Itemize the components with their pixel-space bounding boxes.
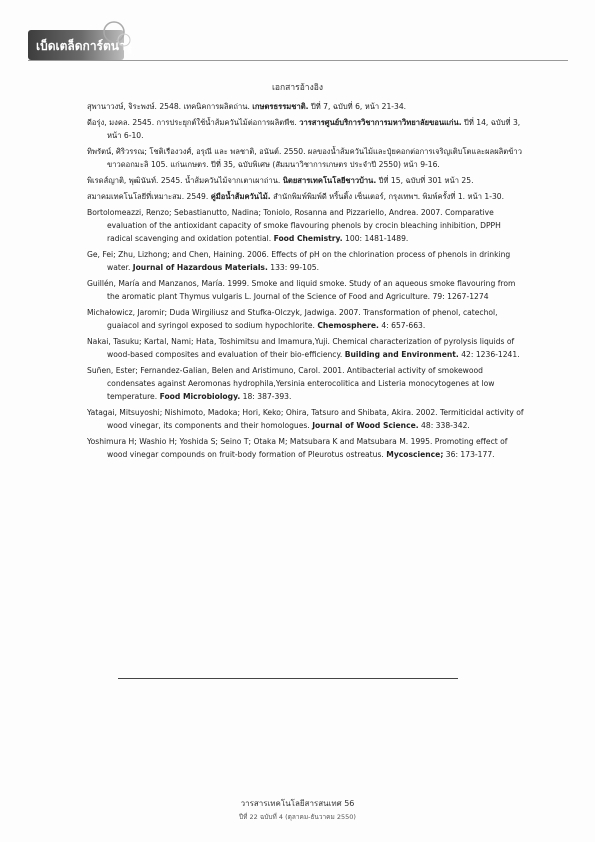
- reference-bold-text: Food Microbiology.: [159, 392, 241, 401]
- reference-pre-text: Ge, Fei; Zhu, Lizhong; and Chen, Haining. 2006. Effects of pH on the chlorination process of phenols in drinking water.: [87, 250, 511, 272]
- reference-pre-text: Yatagai, Mitsuyoshi; Nishimoto, Madoka; Hori, Keko; Ohira, Tatsuro and Shibata, Akira. 2002. Termiticidal activity of wood vinegar, its components and their homologues.: [87, 408, 524, 430]
- reference-entry: [87, 100, 527, 113]
- reference-pre-text: พิเรดส์ญาติ, พุฒินันท์. 2545. น้ำส้มควันไม้จากเตาเผาถ่าน.: [87, 176, 283, 185]
- reference-entry: [87, 206, 527, 245]
- reference-post-text: 48: 338-342.: [418, 421, 470, 430]
- reference-list: [87, 100, 527, 464]
- reference-post-text: 100: 1481-1489.: [342, 234, 409, 243]
- page-footer: [0, 797, 595, 822]
- reference-entry: [87, 116, 527, 142]
- reference-entry: [87, 277, 527, 303]
- reference-pre-text: Yoshimura H; Washio H; Yoshida S; Seino T; Otaka M; Matsubara K and Matsubara M. 1995. Promoting effect of wood vinegar compounds on fruit-body formation of Pleurotus ostreatus.: [87, 437, 508, 459]
- reference-pre-text: สุพานาวงษ์, จิระพงษ์. 2548. เทคนิคการผลิตถ่าน.: [87, 102, 253, 111]
- section-header-label: เบ็ดเตล็ดการ์ตน่ารู้: [36, 39, 133, 53]
- reference-post-text: ปีที่ 14, ฉบับที่ 3, หน้า 6-10.: [107, 118, 521, 140]
- reference-entry: [87, 364, 527, 403]
- reference-post-text: สำนักพิมพ์พิมพ์ดี หริ้นติ้ง เซ็นเตอร์, กรุงเทพฯ. พิมพ์ครั้งที่ 1. หน้า 1-30.: [270, 192, 505, 201]
- reference-entry: [87, 190, 527, 203]
- reference-entry: [87, 335, 527, 361]
- reference-post-text: ปีที่ 35, ฉบับพิเศษ (สัมมนาวิชาการเกษตร ประจำปี 2550) หน้า 9-16.: [208, 160, 440, 169]
- reference-pre-text: Nakai, Tasuku; Kartal, Nami; Hata, Toshimitsu and Imamura,Yuji. Chemical characterization of pyrolysis liquids of wood-based composites and evaluation of their bio-efficiency.: [87, 337, 515, 359]
- reference-pre-text: Guillén, María and Manzanos, María. 1999. Smoke and liquid smoke. Study of an aqueous smoke flavouring from the aromatic plant Thymus vulgaris L. Journal of the Science of Food and Agriculture. 79: 1267-1274: [87, 279, 516, 301]
- reference-bold-text: วารสารศูนย์บริการวิชาการมหาวิทยาลัยขอนแก่น.: [299, 118, 462, 127]
- reference-bold-text: Chemosphere.: [317, 321, 379, 330]
- reference-bold-text: เกษตรธรรมชาติ.: [252, 102, 309, 111]
- reference-entry: [87, 306, 527, 332]
- reference-bold-text: คู่มือน้ำส้มควันไม้.: [210, 192, 271, 201]
- reference-pre-text: สมาคมเทคโนโลยีที่เหมาะสม. 2549.: [87, 192, 211, 201]
- reference-bold-text: Mycoscience;: [386, 450, 444, 459]
- reference-bold-text: นิตยสารเทคโนโลยีชาวบ้าน.: [282, 176, 377, 185]
- footer-rule: [118, 678, 458, 679]
- reference-pre-text: Michałowicz, Jaromir; Duda Wirgiliusz and Stufka-Olczyk, Jadwiga. 2007. Transformation of phenol, catechol, guaiacol and syringol exposed to sodium hypochlorite.: [87, 308, 498, 330]
- reference-entry: [87, 435, 527, 461]
- reference-entry: [87, 406, 527, 432]
- reference-bold-text: Food Chemistry.: [273, 234, 343, 243]
- reference-bold-text: Journal of Hazardous Materials.: [132, 263, 268, 272]
- reference-bold-text: Building and Environment.: [344, 350, 459, 359]
- reference-entry: [87, 145, 527, 171]
- reference-bold-text: Journal of Wood Science.: [312, 421, 419, 430]
- footer-journal-page: วารสารเทคโนโลยีสารสนเทศ 56: [240, 799, 355, 808]
- reference-post-text: 18: 387-393.: [240, 392, 292, 401]
- footer-issue: ปีที่ 22 ฉบับที่ 4 (ตุลาคม-ธันวาคม 2550): [239, 813, 356, 821]
- header-swirl-icon: [84, 18, 140, 58]
- reference-pre-text: Bortolomeazzi, Renzo; Sebastianutto, Nadina; Toniolo, Rosanna and Pizzariello, Andrea. 2007. Comparative evaluation of the antioxidant capacity of smoke flavouring phenols by crocin bleaching inhibition, DPPH radical scavenging and oxidation potential.: [87, 208, 501, 243]
- reference-post-text: ปีที่ 15, ฉบับที่ 301 หน้า 25.: [376, 176, 474, 185]
- reference-entry: [87, 248, 527, 274]
- reference-pre-text: ดีอรุ่ง, มงคล. 2545. การประยุกต์ใช้น้ำส้มควันไม้ต่อการผลิตพืช.: [87, 118, 300, 127]
- reference-post-text: ปีที่ 7, ฉบับที่ 6, หน้า 21-34.: [308, 102, 407, 111]
- reference-post-text: 42: 1236-1241.: [458, 350, 520, 359]
- reference-pre-text: Suñen, Ester; Fernandez-Galian, Belen and Aristimuno, Carol. 2001. Antibacterial activity of smokewood condensates against Aeromonas hydrophila,Yersinia enterocolitica and Listeria monocytogenes at low temperature.: [87, 366, 495, 401]
- header-rule: [28, 60, 568, 61]
- reference-post-text: 133: 99-105.: [267, 263, 320, 272]
- reference-post-text: 4: 657-663.: [378, 321, 426, 330]
- reference-entry: [87, 174, 527, 187]
- reference-post-text: 36: 173-177.: [443, 450, 495, 459]
- reference-pre-text: ทิพรัตน์, ศิริวรรณ; โชติเรืองวงศ์, อรุณี และ พลชาติ, อนันต์. 2550. ผลของน้ำส้มควันไม้และปุ๋ยคอกต่อการเจริญเติบโตและผลผลิตข้าวขาวดอกมะลิ 105. แก่นเกษตร.: [87, 147, 522, 169]
- section-title: เอกสารอ้างอิง: [272, 83, 323, 93]
